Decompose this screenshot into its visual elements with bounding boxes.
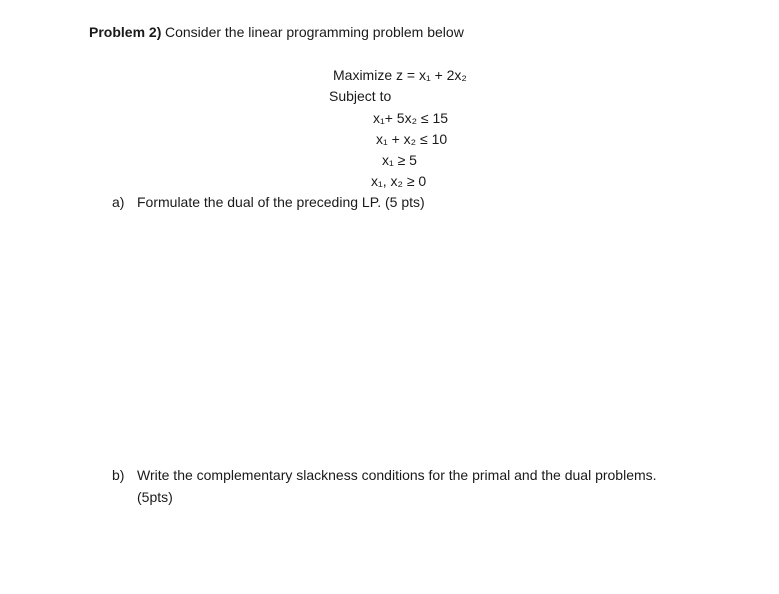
question-a-letter: a) xyxy=(112,194,125,210)
subject-to-label: Subject to xyxy=(329,88,392,104)
question-a-text: Formulate the dual of the preceding LP. (5 pts) xyxy=(137,194,425,210)
constraint-nonnegativity: x₁, x₂ ≥ 0 xyxy=(371,173,427,189)
question-b-text-line1: Write the complementary slackness conditions for the primal and the dual problems. xyxy=(137,467,657,483)
question-b-letter: b) xyxy=(112,467,125,483)
constraint-2: x₁ + x₂ ≤ 10 xyxy=(376,131,448,147)
question-b-text-line2: (5pts) xyxy=(137,489,173,505)
objective-function: Maximize z = x₁ + 2x₂ xyxy=(333,67,467,83)
problem-intro: Consider the linear programming problem below xyxy=(165,24,464,40)
problem-number: Problem 2) xyxy=(89,24,162,40)
constraint-1: x₁+ 5x₂ ≤ 15 xyxy=(373,110,449,126)
constraint-3: x₁ ≥ 5 xyxy=(382,152,417,168)
